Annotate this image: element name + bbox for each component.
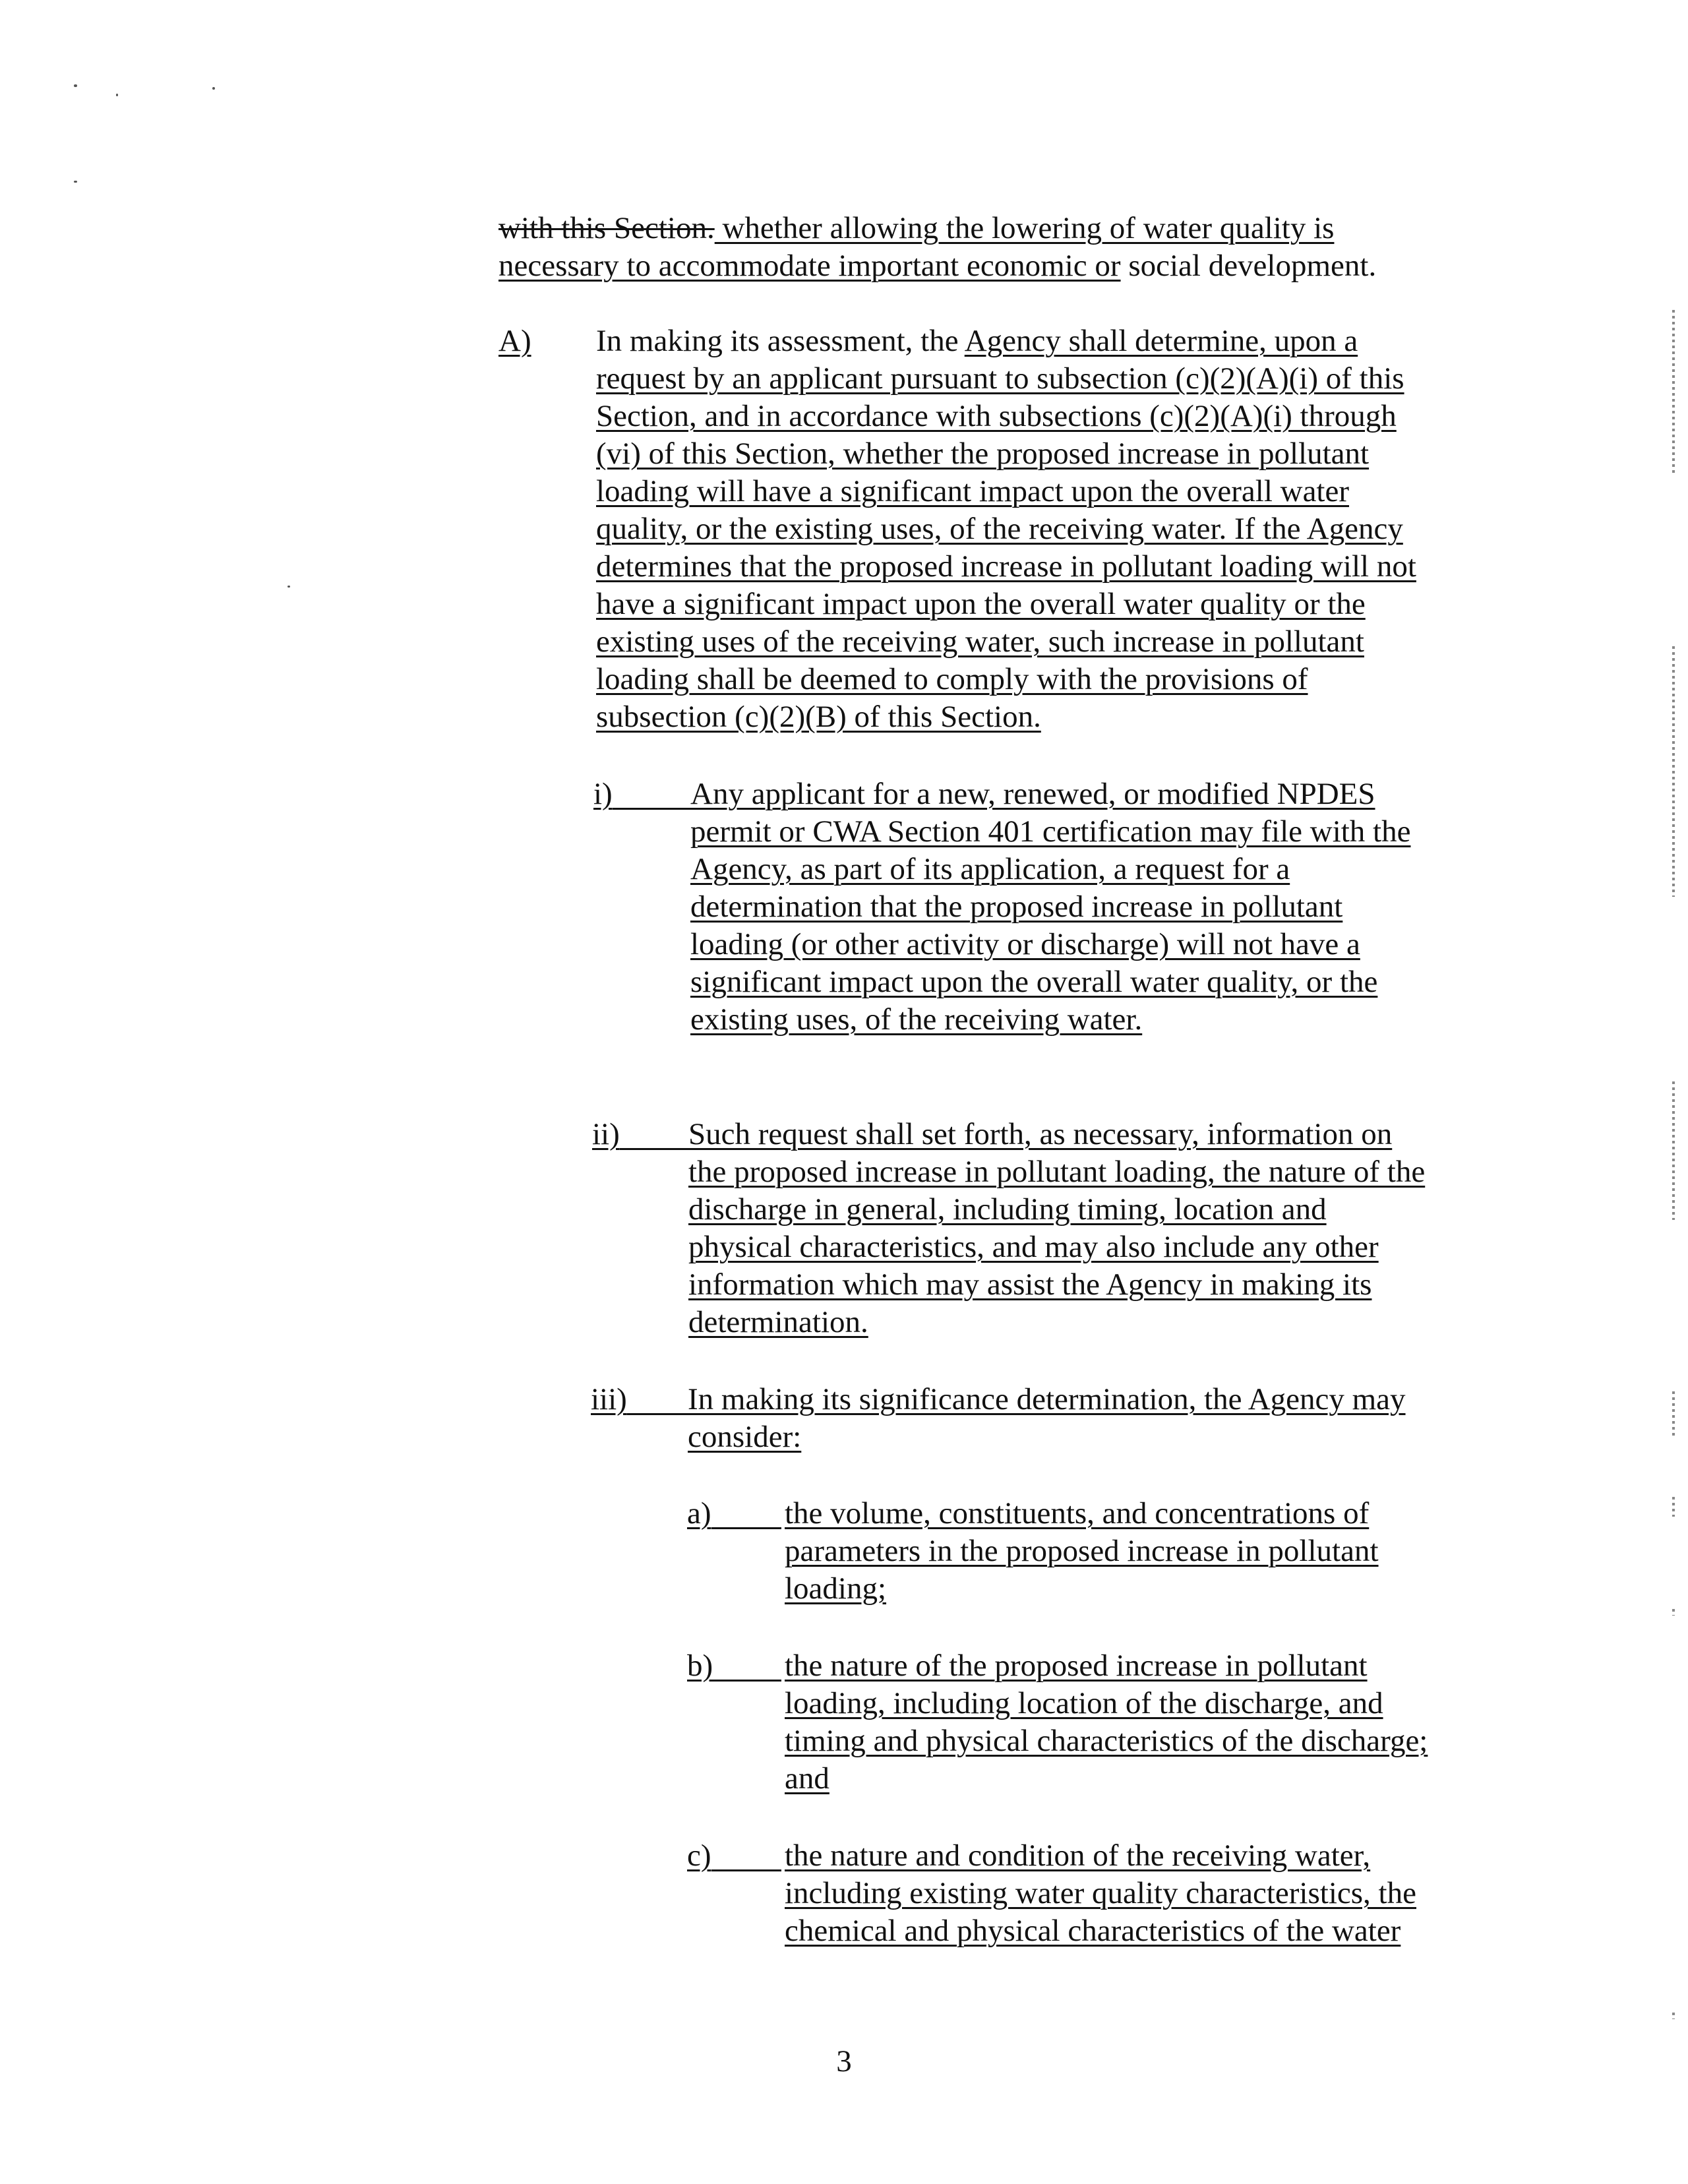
item-b-paragraph (785, 1647, 1428, 1798)
scan-edge-mark (1672, 2013, 1675, 2019)
label-rule (711, 1527, 781, 1529)
item-a-paragraph (785, 1495, 1379, 1608)
paragraph-line: determination that the proposed increase in pollutant (690, 890, 1343, 924)
scan-speck (287, 586, 290, 588)
paragraph-line: determination. (688, 1305, 868, 1339)
intro-line (498, 247, 1376, 285)
plain-text: In making its assessment, the (596, 324, 965, 358)
intro-paragraph (498, 210, 1376, 285)
paragraph-line: loading; (785, 1571, 887, 1606)
paragraph-line: parameters in the proposed increase in pollutant (785, 1534, 1379, 1568)
paragraph-line: Any applicant for a new, renewed, or modified NPDES (690, 777, 1375, 811)
intro-line (498, 210, 1376, 247)
paragraph-line: existing uses, of the receiving water. (690, 1002, 1143, 1037)
paragraph-line: permit or CWA Section 401 certification may file with the (690, 814, 1411, 849)
label-rule (711, 1869, 781, 1871)
item-a-label (687, 1495, 781, 1532)
plain-text: social development. (1120, 249, 1377, 283)
paragraph-line: have a significant impact upon the overall water quality or the (596, 587, 1366, 621)
paragraph-line: Agency, as part of its application, a request for a (690, 852, 1290, 886)
paragraph-line: subsection (c)(2)(B) of this Section. (596, 700, 1041, 734)
paragraph-line: loading will have a significant impact upon the overall water (596, 474, 1349, 508)
label-rule (613, 808, 697, 810)
item-ii-paragraph (688, 1116, 1425, 1341)
underlined-text: necessary to accommodate important economic or (498, 249, 1121, 283)
label-text: b) (687, 1649, 713, 1683)
page-number: 3 (836, 2044, 852, 2078)
paragraph-line: loading, including location of the discharge, and (785, 1686, 1383, 1720)
item-i-paragraph (690, 775, 1410, 1039)
label-text: ii) (592, 1117, 620, 1151)
paragraph-line: physical characteristics, and may also include any other (688, 1230, 1379, 1264)
scan-speck (116, 94, 118, 96)
struck-text: with this Section. (498, 211, 715, 245)
paragraph-line: determines that the proposed increase in pollutant loading will not (596, 549, 1416, 584)
section-a-label (498, 322, 531, 360)
paragraph-line: (vi) of this Section, whether the proposed increase in pollutant (596, 437, 1370, 471)
label-text: c) (687, 1838, 711, 1873)
item-c-label (687, 1837, 781, 1875)
underlined-text: whether allowing the lowering of water quality is (714, 211, 1335, 245)
paragraph-line: and (785, 1761, 829, 1796)
paragraph-line: the nature of the proposed increase in pollutant (785, 1649, 1368, 1683)
paragraph-line: consider: (688, 1420, 802, 1454)
paragraph-line: Section, and in accordance with subsections (c)(2)(A)(i) through (596, 399, 1397, 433)
paragraph-line: In making its significance determination, the Agency may (688, 1382, 1406, 1416)
paragraph-line: timing and physical characteristics of the discharge; (785, 1724, 1428, 1758)
label-text: i) (593, 777, 613, 811)
label-rule (620, 1148, 695, 1150)
paragraph-line: the volume, constituents, and concentrations of (785, 1496, 1370, 1531)
item-iii-label (591, 1381, 688, 1418)
paragraph-line (596, 322, 1416, 360)
paragraph-line: the nature and condition of the receiving water, (785, 1838, 1371, 1873)
item-ii-label (592, 1116, 695, 1153)
paragraph-line: discharge in general, including timing, location and (688, 1192, 1327, 1227)
scan-speck (74, 84, 77, 87)
label-text: iii) (591, 1382, 627, 1416)
scan-speck (74, 181, 77, 183)
paragraph-line: existing uses of the receiving water, such increase in pollutant (596, 624, 1364, 659)
underlined-text: Agency shall determine, upon a (964, 324, 1358, 358)
paragraph-line: loading (or other activity or discharge) will not have a (690, 927, 1360, 961)
paragraph-line: chemical and physical characteristics of the water (785, 1914, 1401, 1948)
scan-edge-mark (1672, 1609, 1675, 1616)
paragraph-line: significant impact upon the overall water quality, or the (690, 965, 1378, 999)
paragraph-line: including existing water quality characteristics, the (785, 1876, 1416, 1910)
item-i-label (593, 775, 697, 813)
label-text: a) (687, 1496, 711, 1531)
label-rule (627, 1413, 688, 1415)
paragraph-line: the proposed increase in pollutant loading, the nature of the (688, 1155, 1426, 1189)
scan-edge-mark (1672, 1497, 1675, 1517)
scan-edge-mark (1672, 1391, 1675, 1438)
paragraph-line: information which may assist the Agency in making its (688, 1267, 1372, 1302)
paragraph-line: quality, or the existing uses, of the receiving water. If the Agency (596, 512, 1403, 546)
paragraph-line: loading shall be deemed to comply with the provisions of (596, 662, 1308, 696)
section-a-paragraph (596, 322, 1416, 736)
paragraph-line: request by an applicant pursuant to subsection (c)(2)(A)(i) of this (596, 361, 1404, 396)
scan-edge-mark (1672, 646, 1675, 897)
paragraph-line: Such request shall set forth, as necessary, information on (688, 1117, 1393, 1151)
scan-speck (212, 87, 215, 90)
scan-edge-mark (1672, 1081, 1675, 1220)
label-text: A) (498, 324, 531, 358)
item-iii-paragraph (688, 1381, 1406, 1456)
item-b-label (687, 1647, 781, 1685)
label-rule (713, 1680, 781, 1682)
item-c-paragraph (785, 1837, 1416, 1950)
scan-edge-mark (1672, 310, 1675, 475)
